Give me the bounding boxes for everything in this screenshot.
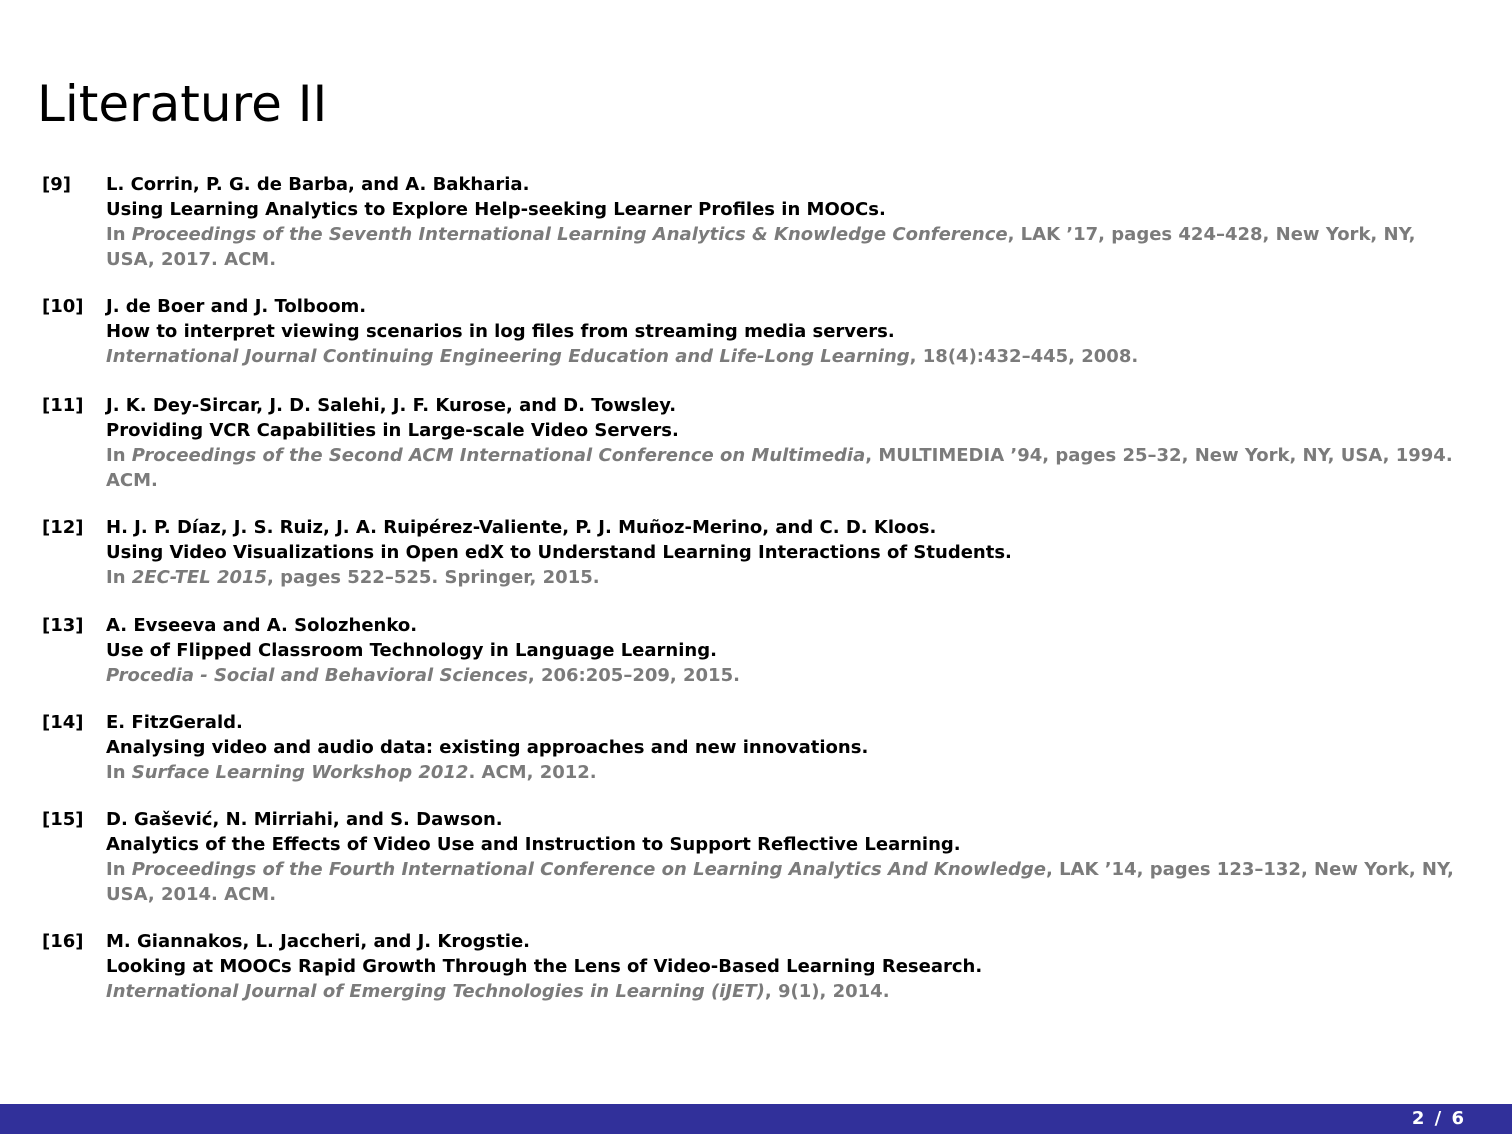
reference-venue-title: Procedia - Social and Behavioral Sciences [106, 665, 528, 686]
reference-details [106, 515, 1464, 590]
reference-venue-suffix: , 18(4):432–445, 2008. [909, 346, 1139, 367]
reference-authors: J. K. Dey-Sircar, J. D. Salehi, J. F. Kurose, and D. Towsley. [106, 395, 677, 416]
reference-venue-suffix: , MULTIMEDIA ’94, pages 25–32, New York, NY, USA, 1994. ACM. [106, 445, 1453, 491]
reference-number: [9] [42, 174, 71, 195]
reference-authors: D. Gašević, N. Mirriahi, and S. Dawson. [106, 809, 503, 830]
reference-venue-prefix: In [106, 567, 132, 588]
footer-bar [0, 1104, 1512, 1134]
reference-title: Using Video Visualizations in Open edX to Understand Learning Interactions of Students. [106, 542, 1012, 563]
reference-title: Use of Flipped Classroom Technology in Language Learning. [106, 640, 717, 661]
reference-venue-title: International Journal of Emerging Technologies in Learning (iJET) [106, 981, 765, 1002]
reference-authors: J. de Boer and J. Tolboom. [106, 296, 367, 317]
reference-title: Providing VCR Capabilities in Large-scale Video Servers. [106, 420, 679, 441]
reference-venue-prefix: In [106, 224, 132, 245]
reference-venue-title: Surface Learning Workshop 2012 [131, 762, 469, 783]
reference-venue [106, 443, 1464, 493]
reference-venue-suffix: , LAK ’17, pages 424–428, New York, NY, USA, 2017. ACM. [106, 224, 1416, 270]
reference-venue-title: Proceedings of the Second ACM International Conference on Multimedia [131, 445, 866, 466]
reference-venue [106, 760, 1464, 785]
reference-venue-prefix: In [106, 859, 132, 880]
reference-number: [12] [42, 517, 84, 538]
reference-details [106, 710, 1464, 785]
reference-venue-title: 2EC-TEL 2015 [131, 567, 268, 588]
page-number: 2 / 6 [1411, 1108, 1466, 1129]
reference-venue-suffix: , LAK ’14, pages 123–132, New York, NY, USA, 2014. ACM. [106, 859, 1454, 905]
reference-title: Analysing video and audio data: existing approaches and new innovations. [106, 737, 869, 758]
reference-venue [106, 222, 1464, 272]
reference-venue-suffix: , 206:205–209, 2015. [527, 665, 740, 686]
reference-title: Looking at MOOCs Rapid Growth Through the Lens of Video-Based Learning Research. [106, 956, 983, 977]
reference-venue-suffix: , 9(1), 2014. [764, 981, 890, 1002]
reference-number: [16] [42, 931, 84, 952]
reference-details [106, 807, 1464, 907]
reference-venue-title: Proceedings of the Seventh International Learning Analytics & Knowledge Conference [131, 224, 1008, 245]
reference-venue [106, 344, 1464, 369]
reference-number: [15] [42, 809, 84, 830]
reference-number: [10] [42, 296, 84, 317]
reference-venue [106, 663, 1464, 688]
reference-venue-title: International Journal Continuing Engineering Education and Life-Long Learning [106, 346, 910, 367]
reference-venue [106, 565, 1464, 590]
reference-details [106, 294, 1464, 369]
reference-details [106, 172, 1464, 272]
reference-details [106, 393, 1464, 493]
reference-venue-suffix: . ACM, 2012. [468, 762, 597, 783]
reference-venue [106, 857, 1464, 907]
reference-authors: M. Giannakos, L. Jaccheri, and J. Krogstie. [106, 931, 531, 952]
reference-venue-suffix: , pages 522–525. Springer, 2015. [267, 567, 600, 588]
reference-authors: A. Evseeva and A. Solozhenko. [106, 615, 418, 636]
reference-venue-prefix: In [106, 445, 132, 466]
reference-venue-prefix: In [106, 762, 132, 783]
reference-number: [14] [42, 712, 84, 733]
reference-venue-title: Proceedings of the Fourth International Conference on Learning Analytics And Knowledge [131, 859, 1046, 880]
reference-details [106, 613, 1464, 688]
reference-venue [106, 979, 1464, 1004]
reference-title: Using Learning Analytics to Explore Help-seeking Learner Profiles in MOOCs. [106, 199, 886, 220]
reference-title: Analytics of the Effects of Video Use and Instruction to Support Reflective Learning. [106, 834, 961, 855]
reference-authors: H. J. P. Díaz, J. S. Ruiz, J. A. Ruipérez-Valiente, P. J. Muñoz-Merino, and C. D. Kloos. [106, 517, 937, 538]
reference-number: [13] [42, 615, 84, 636]
reference-details [106, 929, 1464, 1004]
reference-number: [11] [42, 395, 84, 416]
slide-title: Literature II [37, 74, 328, 133]
reference-authors: E. FitzGerald. [106, 712, 243, 733]
reference-authors: L. Corrin, P. G. de Barba, and A. Bakharia. [106, 174, 530, 195]
reference-title: How to interpret viewing scenarios in log files from streaming media servers. [106, 321, 895, 342]
